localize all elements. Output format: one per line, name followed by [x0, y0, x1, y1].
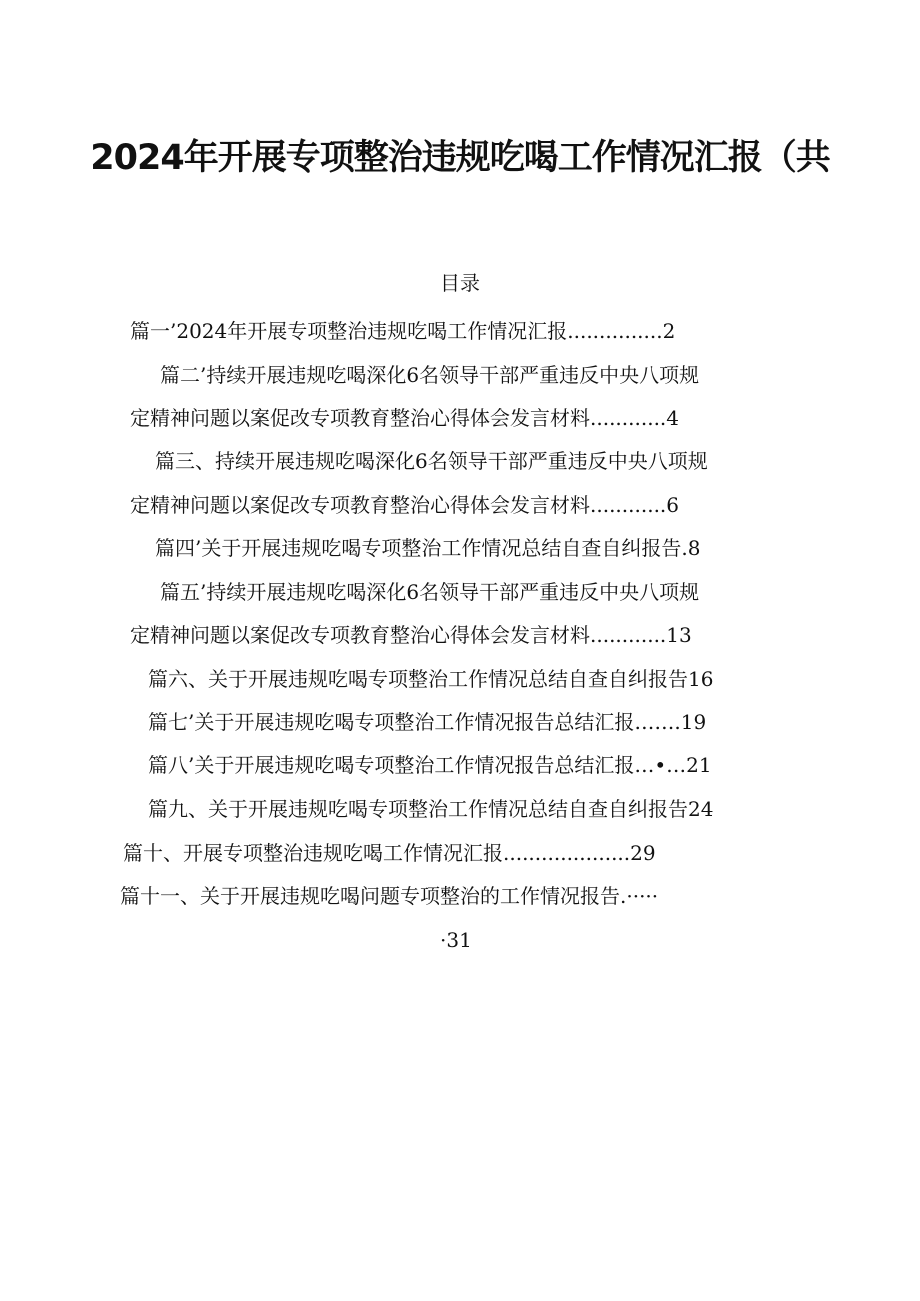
toc-entry-3-line-1[interactable]: 篇三、持续开展违规吃喝深化6名领导干部严重违反中央八项规	[155, 449, 708, 473]
toc-entry-2-line-1[interactable]: 篇二’持续开展违规吃喝深化6名领导干部严重违反中央八项规	[160, 363, 700, 387]
toc-entry-8[interactable]: 篇八’关于开展违规吃喝专项整治工作情况报告总结汇报…•…21	[148, 753, 712, 777]
toc-heading: 目录	[440, 271, 480, 295]
toc-entry-4[interactable]: 篇四’关于开展违规吃喝专项整治工作情况总结自查自纠报告.8	[155, 536, 701, 560]
toc-entry-11-line-2[interactable]: ·31	[440, 928, 472, 952]
toc-entry-10[interactable]: 篇十、开展专项整治违规吃喝工作情况汇报....................29	[123, 841, 656, 865]
toc-entry-7[interactable]: 篇七’关于开展违规吃喝专项整治工作情况报告总结汇报…….19	[148, 710, 707, 734]
toc-entry-5-line-2[interactable]: 定精神问题以案促改专项教育整治心得体会发言材料............13	[130, 623, 692, 647]
toc-entry-6[interactable]: 篇六、关于开展违规吃喝专项整治工作情况总结自查自纠报告16	[148, 667, 714, 691]
toc-entry-5-line-1[interactable]: 篇五’持续开展违规吃喝深化6名领导干部严重违反中央八项规	[160, 580, 700, 604]
toc-entry-9[interactable]: 篇九、关于开展违规吃喝专项整治工作情况总结自查自纠报告24	[148, 797, 714, 821]
toc-entry-2-line-2[interactable]: 定精神问题以案促改专项教育整治心得体会发言材料............4	[130, 406, 680, 430]
toc-entry-11-line-1[interactable]: 篇十一、关于开展违规吃喝问题专项整治的工作情况报告.·····	[120, 884, 659, 908]
toc-entry-1[interactable]: 篇一’2024年开展专项整治违规吃喝工作情况汇报...............2	[130, 319, 676, 343]
toc-entry-3-line-2[interactable]: 定精神问题以案促改专项教育整治心得体会发言材料............6	[130, 493, 680, 517]
document-title: 2024年开展专项整治违规吃喝工作情况汇报（共	[90, 138, 830, 178]
